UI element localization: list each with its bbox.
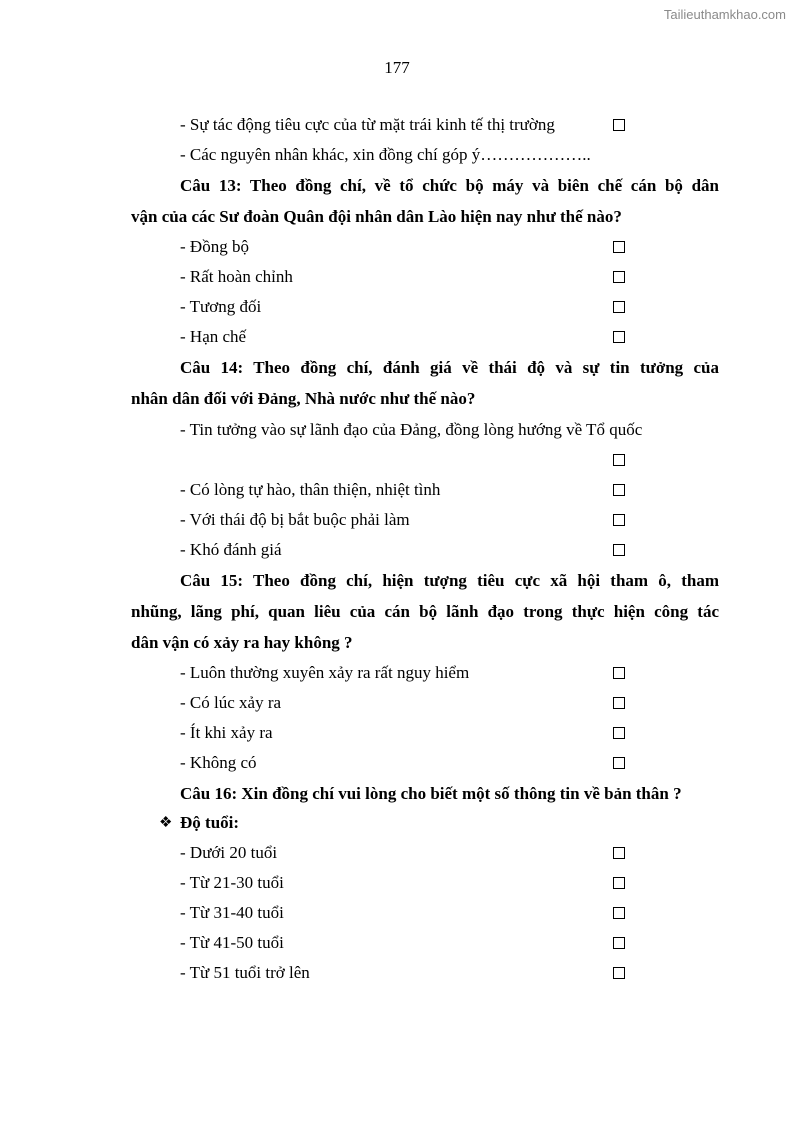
option-label: - Đồng bộ	[180, 237, 249, 256]
checkbox[interactable]	[613, 454, 625, 466]
checkbox[interactable]	[613, 271, 625, 283]
list-item	[131, 445, 719, 475]
option-label: - Luôn thường xuyên xảy ra rất nguy hiểm	[180, 663, 470, 682]
checkbox[interactable]	[613, 697, 625, 709]
list-item	[131, 718, 719, 748]
list-item	[131, 748, 719, 778]
checkbox[interactable]	[613, 667, 625, 679]
question-15-line1: Câu 15: Theo đồng chí, hiện tượng tiêu cực xã hội tham ô, tham	[180, 571, 719, 590]
list-item	[131, 868, 719, 898]
checkbox[interactable]	[613, 544, 625, 556]
checkbox[interactable]	[613, 484, 625, 496]
question-13-line2: vận của các Sư đoàn Quân đội nhân dân Lào hiện nay như thế nào?	[131, 207, 622, 226]
checkbox[interactable]	[613, 877, 625, 889]
option-label: - Khó đánh giá	[180, 540, 282, 559]
list-item	[131, 110, 719, 140]
question-14	[131, 352, 719, 414]
option-label: - Sự tác động tiêu cực của từ mặt trái kinh tế thị trường	[180, 115, 555, 134]
option-label: - Với thái độ bị bắt buộc phải làm	[180, 510, 410, 529]
list-item	[131, 292, 719, 322]
list-item	[131, 928, 719, 958]
question-14-line1: Câu 14: Theo đồng chí, đánh giá về thái độ và sự tin tưởng của	[180, 358, 719, 377]
list-item	[131, 838, 719, 868]
list-item	[131, 535, 719, 565]
option-label: - Từ 21-30 tuổi	[180, 873, 284, 892]
age-section	[131, 808, 719, 838]
checkbox[interactable]	[613, 331, 625, 343]
page-number: 177	[384, 58, 410, 77]
checkbox[interactable]	[613, 727, 625, 739]
list-item	[131, 658, 719, 688]
option-label: - Tương đối	[180, 297, 262, 316]
checkbox[interactable]	[613, 907, 625, 919]
question-16	[131, 778, 719, 808]
option-label: - Từ 31-40 tuổi	[180, 903, 284, 922]
list-item	[131, 505, 719, 535]
question-14-line2: nhân dân đối với Đảng, Nhà nước như thế nào?	[131, 389, 476, 408]
survey-content	[131, 110, 719, 988]
option-label: - Từ 41-50 tuổi	[180, 933, 284, 952]
checkbox[interactable]	[613, 757, 625, 769]
question-15-line2: nhũng, lãng phí, quan liêu của cán bộ lãnh đạo trong thực hiện công tác	[131, 602, 719, 621]
list-item	[131, 958, 719, 988]
diamond-bullet-icon: ❖	[159, 815, 173, 831]
list-item	[131, 140, 719, 170]
option-label: - Có lòng tự hào, thân thiện, nhiệt tình	[180, 480, 441, 499]
question-15	[131, 565, 719, 658]
option-label: - Từ 51 tuổi trở lên	[180, 963, 310, 982]
list-item	[131, 414, 719, 445]
checkbox[interactable]	[613, 937, 625, 949]
question-15-line3: dân vận có xảy ra hay không ?	[131, 633, 353, 652]
option-label: - Tin tưởng vào sự lãnh đạo của Đảng, đồng lòng hướng về Tổ quốc	[180, 420, 643, 439]
option-label: - Các nguyên nhân khác, xin đồng chí góp ý………………..	[180, 145, 591, 164]
age-section-label: Độ tuổi:	[180, 813, 240, 832]
option-label: - Hạn chế	[180, 327, 247, 346]
watermark: Tailieuthamkhao.com	[663, 7, 786, 22]
checkbox[interactable]	[613, 119, 625, 131]
checkbox[interactable]	[613, 301, 625, 313]
option-label: - Ít khi xảy ra	[180, 723, 273, 742]
checkbox[interactable]	[613, 514, 625, 526]
list-item	[131, 322, 719, 352]
question-16-title: Câu 16: Xin đồng chí vui lòng cho biết một số thông tin về bản thân ?	[180, 784, 682, 803]
list-item	[131, 898, 719, 928]
question-13-line1: Câu 13: Theo đồng chí, về tổ chức bộ máy và biên chế cán bộ dân	[180, 176, 719, 195]
checkbox[interactable]	[613, 241, 625, 253]
option-label: - Dưới 20 tuổi	[180, 843, 278, 862]
list-item	[131, 475, 719, 505]
question-13	[131, 170, 719, 232]
checkbox[interactable]	[613, 967, 625, 979]
checkbox[interactable]	[613, 847, 625, 859]
option-label: - Không có	[180, 753, 257, 772]
list-item	[131, 262, 719, 292]
option-label: - Có lúc xảy ra	[180, 693, 282, 712]
list-item	[131, 232, 719, 262]
list-item	[131, 688, 719, 718]
option-label: - Rất hoàn chỉnh	[180, 267, 293, 286]
